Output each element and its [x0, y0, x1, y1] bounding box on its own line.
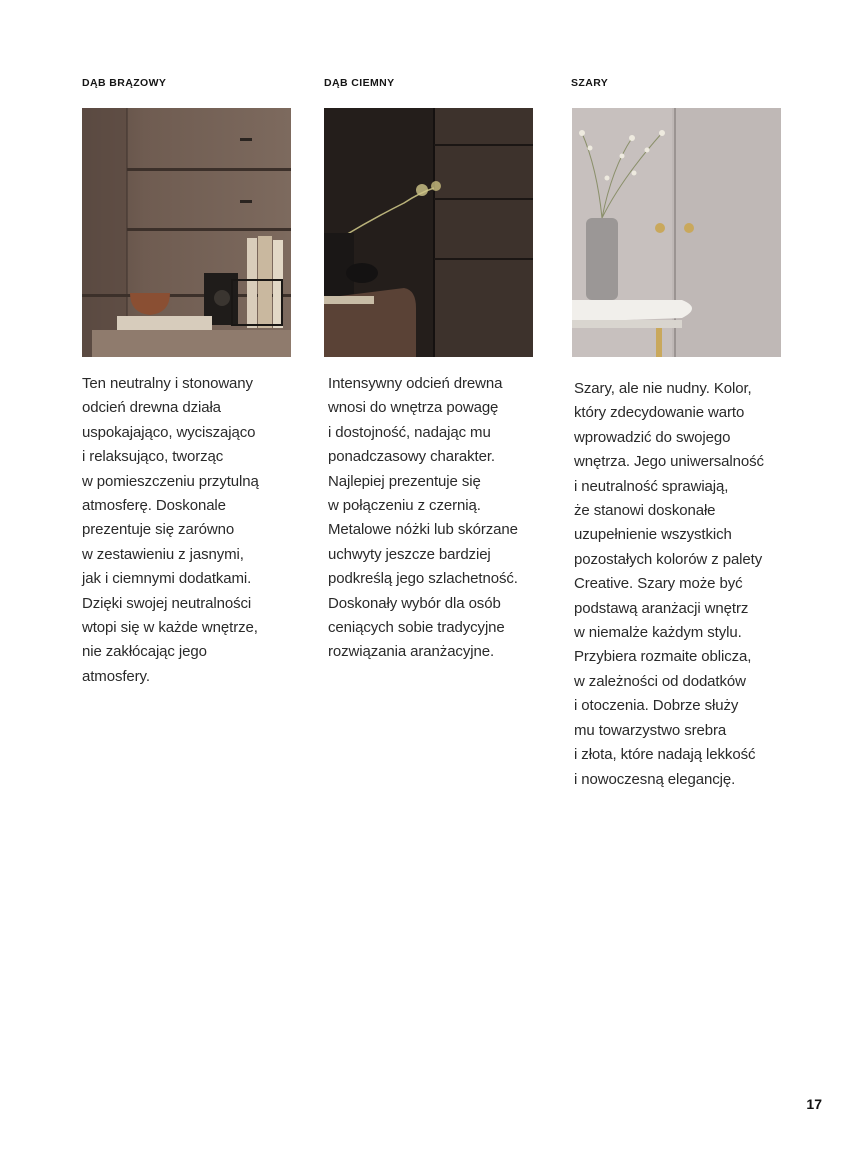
text-line: uspokajająco, wyciszająco [82, 423, 256, 441]
text-line: Metalowe nóżki lub skórzane [328, 521, 518, 539]
text-line: w zestawieniu z jasnymi, [82, 545, 244, 563]
text-line: Intensywny odcień drewna [328, 375, 503, 392]
text-line: Creative. Szary może być [574, 575, 743, 593]
text-line: i nowoczesną elegancję. [574, 770, 736, 788]
text-line: atmosfery. [82, 667, 150, 685]
text-line: Dzięki swojej neutralności [82, 594, 252, 612]
text-line: wtopi się w każde wnętrze, [82, 619, 258, 637]
text-line: wnosi do wnętrza powagę [328, 399, 499, 417]
text-line: pozostałych kolorów z palety [574, 550, 763, 568]
text-line: podstawą aranżacji wnętrz [574, 599, 749, 617]
text-line: prezentuje się zarówno [82, 521, 235, 539]
text-line: Szary, ale nie nudny. Kolor, [574, 380, 752, 397]
column-title-brown-oak: DĄB BRĄZOWY [82, 77, 167, 89]
description-dark-oak [328, 372, 543, 665]
text-line: ceniących sobie tradycyjne [328, 619, 505, 637]
text-line: i złota, które nadają lekkość [574, 746, 756, 764]
text-line: rozwiązania aranżacyjne. [328, 643, 495, 661]
text-line: atmosferę. Doskonale [82, 497, 226, 515]
text-line: i dostojność, nadając mu [328, 423, 491, 441]
text-line: który zdecydowanie warto [574, 404, 745, 422]
grey-cabinet-photo [572, 108, 781, 357]
text-line: Przybiera rozmaite oblicza, [574, 648, 752, 666]
text-line: i otoczenia. Dobrze służy [574, 697, 739, 715]
dark-oak-cabinet-photo [324, 108, 533, 357]
text-line: uchwyty jeszcze bardziej [328, 545, 491, 563]
text-line: podkreślą jego szlachetność. [328, 570, 518, 588]
column-title-dark-oak: DĄB CIEMNY [324, 77, 395, 89]
page-number: 17 [806, 1096, 822, 1112]
text-line: odcień drewna działa [82, 399, 221, 417]
text-line: ponadczasowy charakter. [328, 448, 495, 466]
text-line: i relaksująco, tworząc [82, 448, 224, 466]
text-line: w zależności od dodatków [574, 672, 746, 690]
text-line: uzupełnienie wszystkich [574, 526, 732, 544]
text-line: w połączeniu z czernią. [328, 497, 481, 515]
description-brown-oak [82, 372, 297, 689]
text-line: Doskonały wybór dla osób [328, 594, 501, 612]
text-line: w niemalże każdym stylu. [574, 624, 742, 642]
description-grey [574, 377, 789, 792]
text-line: Najlepiej prezentuje się [328, 472, 481, 490]
text-line: nie zakłócając jego [82, 643, 207, 661]
text-line: Ten neutralny i stonowany [82, 375, 253, 392]
text-line: wprowadzić do swojego [574, 428, 731, 446]
text-line: jak i ciemnymi dodatkami. [82, 570, 252, 588]
column-title-grey: SZARY [571, 77, 609, 89]
text-line: wnętrza. Jego uniwersalność [574, 453, 764, 471]
text-line: i neutralność sprawiają, [574, 477, 729, 495]
text-line: w pomieszczeniu przytulną [82, 472, 259, 490]
text-line: mu towarzystwo srebra [574, 721, 727, 739]
text-line: że stanowi doskonałe [574, 502, 716, 520]
brown-oak-dresser-photo [82, 108, 291, 357]
